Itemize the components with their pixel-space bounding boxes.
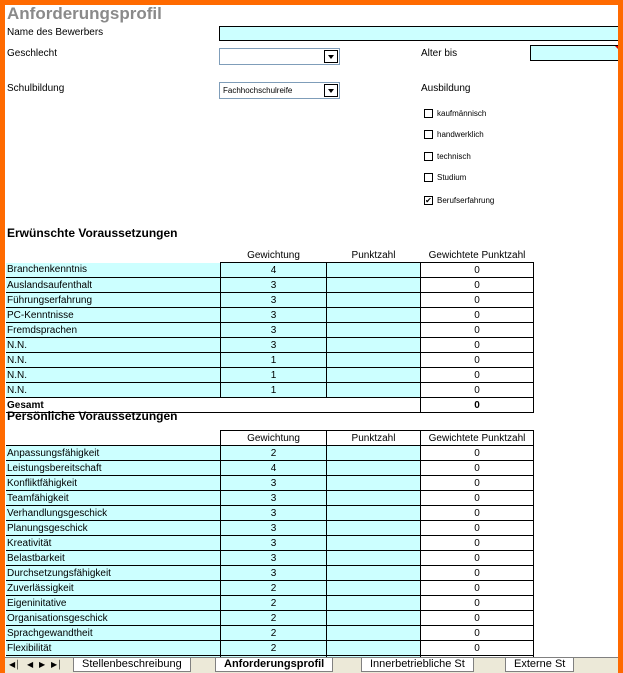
table-row [6,581,534,596]
checkbox-kaufmaennisch[interactable] [424,109,433,118]
table-row [6,536,534,551]
table-row [6,611,534,626]
weight-cell[interactable]: 2 [221,626,327,641]
weight-cell[interactable]: 3 [221,476,327,491]
row-label: Flexibilität [6,641,221,656]
row-label: Durchsetzungsfähigkeit [6,566,221,581]
weight-cell[interactable]: 1 [221,383,327,398]
table-row [6,323,534,338]
weighted-cell: 0 [421,278,534,293]
points-cell[interactable] [327,551,421,566]
table-row [6,596,534,611]
table-row [6,368,534,383]
column-header: Gewichtung [221,248,327,263]
column-header: Gewichtete Punktzahl [421,431,534,446]
points-cell[interactable] [327,338,421,353]
schulbildung-dropdown[interactable] [219,82,340,99]
checkbox-label: handwerklich [437,130,484,139]
sheet-tab[interactable]: Stellenbeschreibung [73,658,191,672]
header-blank [6,248,221,263]
section-heading-persoenlich: Persönliche Voraussetzungen [7,409,178,423]
table-row [6,506,534,521]
row-label: Planungsgeschick [6,521,221,536]
schulbildung-value: Fachhochschulreife [223,86,293,95]
weight-cell[interactable]: 3 [221,551,327,566]
points-cell[interactable] [327,476,421,491]
row-label: Eigeninitative [6,596,221,611]
weight-cell[interactable]: 3 [221,521,327,536]
points-cell[interactable] [327,626,421,641]
row-label: Teamfähigkeit [6,491,221,506]
row-label: N.N. [6,368,221,383]
points-cell[interactable] [327,596,421,611]
weighted-cell: 0 [421,293,534,308]
section-heading-erwuenscht: Erwünschte Voraussetzungen [7,226,178,240]
total-value: 0 [421,398,534,413]
weight-cell[interactable]: 1 [221,353,327,368]
row-label: N.N. [6,338,221,353]
table-row [6,476,534,491]
weighted-cell: 0 [421,506,534,521]
name-input[interactable] [219,26,618,41]
weighted-cell: 0 [421,551,534,566]
weight-cell[interactable]: 2 [221,611,327,626]
points-cell[interactable] [327,461,421,476]
alter-input[interactable] [530,45,618,61]
table-row [6,551,534,566]
weight-cell[interactable]: 3 [221,293,327,308]
row-label: Leistungsbereitschaft [6,461,221,476]
row-label: Anpassungsfähigkeit [6,446,221,461]
weighted-cell: 0 [421,521,534,536]
total-label: Gesamt [6,398,221,413]
table-row [6,338,534,353]
weighted-cell: 0 [421,641,534,656]
points-cell[interactable] [327,353,421,368]
name-label: Name des Bewerbers [7,27,104,38]
column-header: Punktzahl [327,431,421,446]
comment-marker-icon [615,46,618,51]
weight-cell[interactable]: 3 [221,566,327,581]
checkbox-label: Berufserfahrung [437,196,495,205]
spreadsheet-sheet [5,5,618,657]
table-row [6,641,534,656]
table-row [6,353,534,368]
table-row [6,308,534,323]
points-cell[interactable] [327,323,421,338]
last-sheet-icon[interactable]: ▶│ [51,660,63,669]
geschlecht-label: Geschlecht [7,48,58,59]
points-cell[interactable] [327,641,421,656]
checkbox-handwerklich[interactable] [424,130,433,139]
checkbox-label: kaufmännisch [437,109,487,118]
table-row [6,566,534,581]
weighted-cell: 0 [421,566,534,581]
row-label: Belastbarkeit [6,551,221,566]
table-row [6,278,534,293]
points-cell[interactable] [327,521,421,536]
first-sheet-icon[interactable]: ◀│ [9,660,21,669]
total-blank [327,398,421,413]
points-cell[interactable] [327,581,421,596]
column-header: Gewichtung [221,431,327,446]
dropdown-arrow-icon[interactable] [324,84,338,97]
points-cell[interactable] [327,536,421,551]
points-cell[interactable] [327,278,421,293]
weight-cell[interactable]: 1 [221,368,327,383]
points-cell[interactable] [327,308,421,323]
weighted-cell: 0 [421,626,534,641]
weight-cell[interactable]: 3 [221,338,327,353]
row-label: Sprachgewandtheit [6,626,221,641]
row-label: Verhandlungsgeschick [6,506,221,521]
ausbildung-label: Ausbildung [421,83,471,94]
weighted-cell: 0 [421,461,534,476]
sheet-tab[interactable]: Externe St [505,658,574,672]
points-cell[interactable] [327,611,421,626]
column-header: Gewichtete Punktzahl [421,248,534,263]
alter-label: Alter bis [421,48,458,59]
dropdown-arrow-icon[interactable] [324,50,338,63]
column-header: Punktzahl [327,248,421,263]
row-label: N.N. [6,353,221,368]
row-label: Auslandsaufenthalt [6,278,221,293]
row-label: Zuverlässigkeit [6,581,221,596]
row-label: Konfliktfähigkeit [6,476,221,491]
weight-cell[interactable]: 4 [221,263,327,278]
table-row [6,383,534,398]
weighted-cell: 0 [421,368,534,383]
weight-cell[interactable]: 3 [221,506,327,521]
row-label: Organisationsgeschick [6,611,221,626]
points-cell[interactable] [327,446,421,461]
points-cell[interactable] [327,506,421,521]
row-label: N.N. [6,383,221,398]
weighted-cell: 0 [421,353,534,368]
weighted-cell: 0 [421,383,534,398]
table-row [6,626,534,641]
weight-cell[interactable]: 3 [221,491,327,506]
checkbox-berufserfahrung[interactable] [424,196,433,205]
weight-cell[interactable]: 4 [221,461,327,476]
points-cell[interactable] [327,383,421,398]
weight-cell[interactable]: 3 [221,308,327,323]
next-sheet-icon[interactable]: ▶ [39,660,46,669]
weight-cell[interactable]: 3 [221,278,327,293]
checkbox-technisch[interactable] [424,152,433,161]
weighted-cell: 0 [421,446,534,461]
table-erwuenscht [6,248,534,413]
table-row [6,461,534,476]
weighted-cell: 0 [421,263,534,278]
checkbox-label: technisch [437,152,471,161]
checkbox-studium[interactable] [424,173,433,182]
prev-sheet-icon[interactable]: ◀ [27,660,34,669]
weighted-cell: 0 [421,491,534,506]
weight-cell[interactable]: 3 [221,536,327,551]
sheet-tab-active[interactable]: Anforderungsprofil [215,658,333,672]
table-row [6,491,534,506]
total-blank [221,398,327,413]
header-blank [6,431,221,446]
weight-cell[interactable]: 2 [221,446,327,461]
points-cell[interactable] [327,566,421,581]
weighted-cell: 0 [421,596,534,611]
weight-cell[interactable]: 2 [221,596,327,611]
weighted-cell: 0 [421,308,534,323]
sheet-tab-bar [5,657,618,673]
weight-cell[interactable]: 3 [221,323,327,338]
points-cell[interactable] [327,368,421,383]
weighted-cell: 0 [421,476,534,491]
weighted-cell: 0 [421,536,534,551]
geschlecht-dropdown[interactable] [219,48,340,65]
weighted-cell: 0 [421,338,534,353]
row-label: Führungserfahrung [6,293,221,308]
table-row [6,446,534,461]
points-cell[interactable] [327,293,421,308]
sheet-tab[interactable]: Innerbetriebliche St [361,658,474,672]
table-persoenlich [6,430,534,657]
points-cell[interactable] [327,263,421,278]
table-row [6,521,534,536]
table-row [6,293,534,308]
row-label: Fremdsprachen [6,323,221,338]
row-label: Kreativität [6,536,221,551]
row-label: PC-Kenntnisse [6,308,221,323]
weighted-cell: 0 [421,611,534,626]
weight-cell[interactable]: 2 [221,581,327,596]
page-title: Anforderungsprofil [7,5,162,23]
points-cell[interactable] [327,491,421,506]
schulbildung-label: Schulbildung [7,83,65,94]
checkbox-label: Studium [437,173,467,182]
weighted-cell: 0 [421,323,534,338]
table-row [6,263,534,278]
row-label: Branchenkenntnis [6,263,221,278]
checkmark-icon: ✔ [425,196,432,205]
weight-cell[interactable]: 2 [221,641,327,656]
weighted-cell: 0 [421,581,534,596]
